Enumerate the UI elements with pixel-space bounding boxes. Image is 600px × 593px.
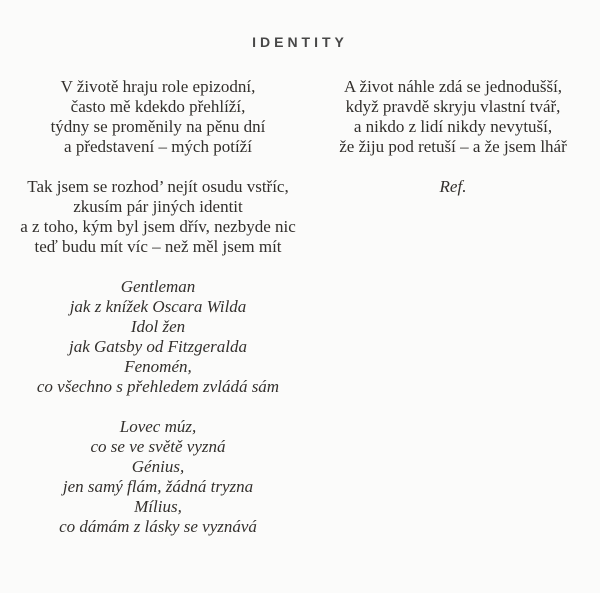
verse-line: A život náhle zdá se jednodušší,: [343, 77, 563, 96]
left-column: [0, 77, 306, 557]
verse-line: Gentleman: [120, 277, 196, 296]
verse-line: Fenomén,: [124, 357, 192, 376]
verse-line: jak z knížek Oscara Wilda: [69, 297, 247, 316]
lyrics-columns: [0, 77, 600, 557]
stanza-right-1: [306, 77, 600, 157]
refrain-label: Ref.: [439, 177, 467, 196]
verse-line: jak Gatsby od Fitzgeralda: [68, 337, 247, 356]
verse-line: co dámám z lásky se vyznává: [59, 517, 257, 536]
stanza-4-chorus: [10, 417, 306, 537]
verse-line: teď budu mít víc – než měl jsem mít: [34, 237, 282, 256]
verse-line: týdny se proměnily na pěnu dní: [50, 117, 266, 136]
verse-line: a představení – mých potíží: [64, 137, 252, 156]
verse-line: když pravdě skryju vlastní tvář,: [345, 97, 561, 116]
verse-line: co se ve světě vyzná: [90, 437, 226, 456]
verse-line: Lovec múz,: [119, 417, 197, 436]
verse-line: a z toho, kým byl jsem dřív, nezbyde nic: [20, 217, 296, 236]
verse-line: co všechno s přehledem zvládá sám: [36, 377, 280, 396]
verse-line: že žiju pod retuší – a že jsem lhář: [339, 137, 567, 156]
verse-line: často mě kdekdo přehlíží,: [70, 97, 246, 116]
page-title: IDENTITY: [252, 34, 348, 50]
stanza-2: [10, 177, 306, 257]
verse-line: zkusím pár jiných identit: [73, 197, 243, 216]
refrain-marker: [306, 177, 600, 197]
stanza-3-chorus: [10, 277, 306, 397]
right-column: [306, 77, 600, 557]
verse-line: V životě hraju role epizodní,: [60, 77, 256, 96]
stanza-1: [10, 77, 306, 157]
verse-line: Génius,: [131, 457, 185, 476]
verse-line: a nikdo z lidí nikdy nevytuší,: [353, 117, 553, 136]
verse-line: Idol žen: [130, 317, 186, 336]
verse-line: Tak jsem se rozhod’ nejít osudu vstříc,: [27, 177, 289, 196]
verse-line: jen samý flám, žádná tryzna: [62, 477, 254, 496]
verse-line: Mílius,: [134, 497, 182, 516]
